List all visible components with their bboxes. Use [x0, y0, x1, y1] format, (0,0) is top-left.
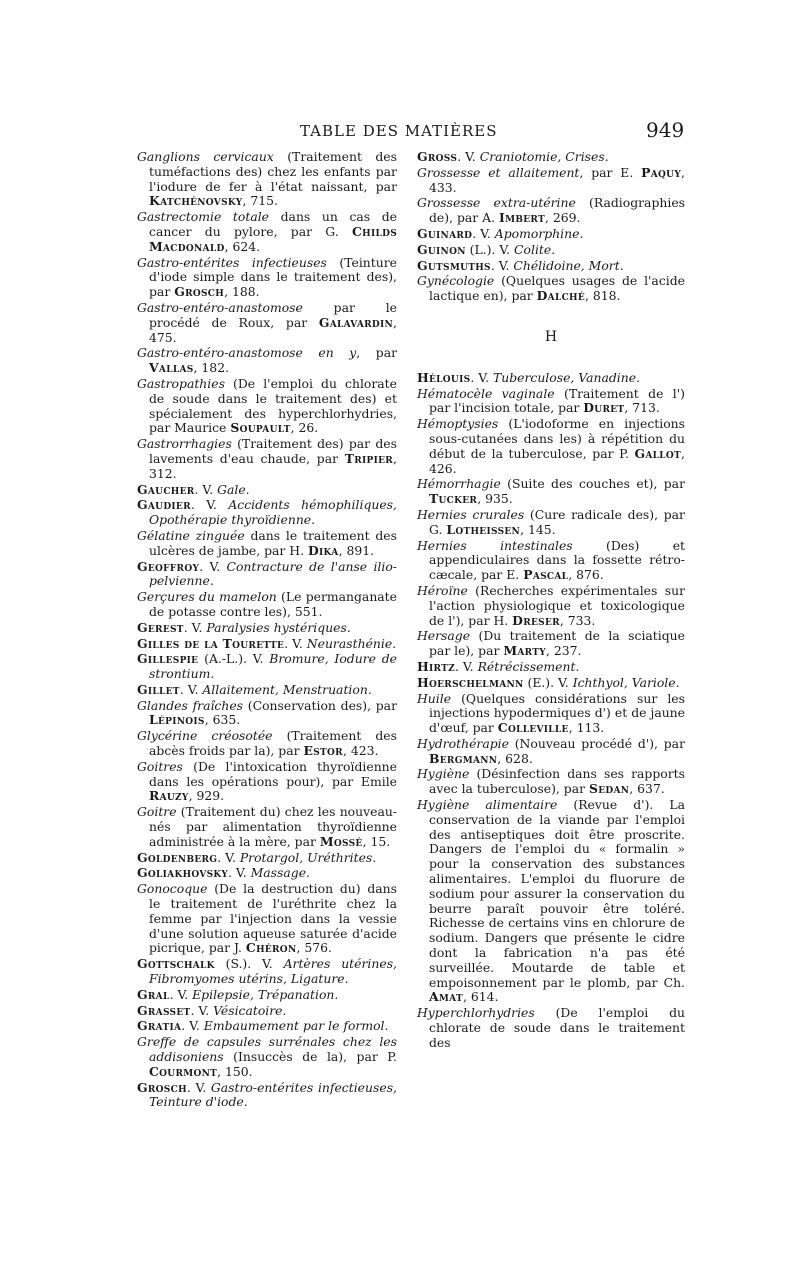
entry-author: Paquy: [641, 164, 682, 180]
entry-text: (S.). V.: [214, 956, 284, 972]
entry-term: Gastrorrhagies: [137, 436, 232, 452]
entry-term: Craniotomie, Crises: [479, 149, 605, 164]
entry-term: Gerçures du mamelon: [137, 589, 277, 605]
entry-term: Rétrécissement: [477, 658, 576, 674]
index-entry: [417, 166, 685, 196]
index-entry: [137, 256, 397, 300]
entry-text: , 929.: [188, 788, 225, 804]
entry-text: .: [575, 658, 580, 674]
entry-text: (Suite des couches et), par: [500, 476, 685, 492]
entry-text: .: [392, 635, 397, 651]
entry-text: . V.: [455, 658, 478, 674]
left-column: [137, 150, 397, 1111]
entry-term: Artères utérines, Fibromyomes utérins, Ligature: [149, 956, 397, 987]
entry-author: Sedan: [588, 781, 630, 797]
entry-text: (L'iodoforme en injections sous-cutanées dans les) à répétition du début de la tuberculose, par P.: [429, 416, 685, 461]
entry-text: (L.). V.: [465, 241, 515, 257]
entry-author: Hirtz: [417, 658, 456, 674]
entry-term: Hygiène alimentaire: [417, 797, 558, 813]
entry-author: Courmont: [149, 1063, 218, 1079]
entry-term: Paralysies hystériques: [206, 619, 347, 635]
entry-term: Gale: [217, 481, 246, 497]
entry-text: , 182.: [193, 360, 230, 376]
entry-author: Dreser: [512, 612, 560, 628]
entry-text: , 715.: [242, 193, 278, 209]
entry-text: .: [210, 666, 215, 682]
entry-term: Hémoptysies: [417, 416, 499, 432]
entry-term: Hématocèle vaginale: [417, 385, 555, 401]
index-entry: [137, 210, 397, 254]
index-entry: [417, 150, 685, 165]
entry-text: , 433.: [429, 164, 685, 195]
entry-term: Epilepsie, Trépanation: [192, 986, 335, 1002]
entry-text: .: [384, 1018, 389, 1034]
entry-text: , 426.: [429, 445, 685, 476]
entry-term: Gastro-entéro-anastomose: [137, 299, 303, 315]
entry-text: .: [344, 971, 349, 987]
entry-author: Soupault: [230, 420, 291, 436]
entry-author: Lotheissen: [446, 521, 521, 537]
entry-term: Greffe de capsules surrénales chez les addisoniens: [137, 1034, 397, 1065]
index-entry: [417, 477, 685, 507]
entry-text: .: [245, 481, 250, 497]
index-entry: [417, 227, 685, 242]
entry-text: , 576.: [296, 940, 332, 956]
entry-text: . V.: [190, 1002, 214, 1018]
entry-text: , 237.: [546, 643, 582, 659]
entry-author: Katchénovsky: [149, 193, 243, 209]
entry-text: (E.). V.: [523, 674, 573, 690]
entry-text: . V.: [228, 865, 251, 881]
entry-text: . V.: [186, 1079, 211, 1095]
index-entry: [417, 539, 685, 583]
entry-text: . V.: [490, 257, 514, 273]
entry-author: Galavardin: [318, 314, 394, 330]
entry-author: Gallot: [634, 445, 682, 461]
entry-author: Dalché: [536, 288, 586, 304]
entry-author: Gottschalk: [137, 956, 215, 972]
entry-text: , 15.: [362, 833, 391, 849]
index-entry: [137, 988, 397, 1003]
section-letter: H: [544, 328, 558, 345]
index-entry: [137, 729, 397, 759]
entry-text: , 113.: [568, 720, 605, 736]
entry-term: Hernies crurales: [417, 506, 525, 522]
index-entry: [137, 805, 397, 849]
entry-text: , 312.: [149, 450, 397, 481]
index-entry: [137, 498, 397, 528]
index-entry: [417, 274, 685, 304]
index-entry: [137, 683, 397, 698]
entry-text: , 26.: [290, 420, 319, 436]
entry-text: .: [311, 512, 316, 528]
entry-author: Gutsmuths: [417, 257, 491, 273]
entry-text: .: [372, 849, 377, 865]
entry-term: Goitre: [137, 804, 177, 820]
entry-text: (Recherches expérimentales sur l'action physiologique et toxicologique de l'), par H.: [429, 582, 685, 628]
entry-text: . V.: [183, 619, 207, 635]
entry-author: Estor: [303, 743, 343, 759]
entry-text: , 935.: [477, 491, 513, 507]
index-entry: [417, 243, 685, 258]
entry-term: Colite: [514, 241, 552, 257]
entry-term: Gastro-entérites infectieuses: [137, 254, 327, 270]
entry-author: Gilles de la Tourette: [137, 635, 285, 651]
index-entry: [417, 660, 685, 675]
page-number: 949: [646, 118, 685, 142]
entry-author: Marty: [503, 643, 547, 659]
index-entry: [137, 529, 397, 559]
entry-text: (Traitement des tuméfactions des) chez les enfants par l'iodure de fer à l'état naissant, par: [149, 149, 397, 194]
entry-term: Vésicatoire: [213, 1002, 283, 1018]
entry-text: (Quelques usages de l'acide lactique en), par: [429, 273, 685, 304]
entry-text: , par: [356, 345, 397, 361]
index-entry: [137, 1035, 397, 1079]
entry-term: Huile: [417, 690, 452, 706]
entry-text: , 475.: [149, 314, 397, 345]
entry-term: Gélatine zinguée: [137, 527, 245, 543]
entry-text: (Teinture d'iode simple dans le traitement des), par: [149, 254, 397, 300]
entry-text: (Traitement du) chez les nouveau-nés par alimentation thyroïdienne administrée à la mère, par: [149, 804, 397, 849]
entry-text: (Des) et appendiculaires dans la fossette rétro-cæcale, par E.: [429, 537, 686, 583]
index-entry: [417, 417, 685, 476]
entry-text: .: [306, 865, 310, 881]
index-entry: [417, 676, 685, 691]
entry-text: . V.: [472, 225, 495, 241]
index-entry: [137, 652, 397, 682]
entry-term: Neurasthénie: [306, 635, 393, 651]
entry-author: Goldenberg: [137, 849, 218, 865]
entry-term: Massage: [250, 865, 307, 881]
entry-term: Héroïne: [417, 582, 468, 598]
entry-text: , 891.: [338, 542, 375, 558]
index-entry: [417, 371, 685, 386]
entry-term: Hydrothérapie: [417, 735, 509, 751]
index-entry: [137, 150, 397, 209]
index-entry: [137, 621, 397, 636]
index-entry: [417, 387, 685, 417]
entry-term: Glandes fraîches: [137, 697, 244, 713]
right-column: [417, 150, 685, 1052]
index-entry: [137, 637, 397, 652]
index-entry: [137, 346, 397, 376]
entry-text: (De l'emploi du chlorate de soude dans le traitement des: [429, 1005, 685, 1050]
entry-text: .: [636, 369, 641, 385]
entry-term: Gastropathies: [137, 375, 225, 391]
index-entry: [137, 882, 397, 956]
index-entry: [137, 760, 397, 804]
entry-text: dans un cas de cancer du pylore, par G.: [149, 209, 398, 239]
entry-term: Gastro-entéro-anastomose en y: [137, 345, 357, 361]
entry-term: Grossesse et allaitement: [417, 164, 580, 180]
index-entry: [417, 1006, 685, 1050]
entry-text: . V.: [284, 635, 307, 651]
entry-text: , 713.: [624, 400, 660, 416]
entry-text: (Cure radicale des), par G.: [429, 506, 685, 537]
entry-text: .: [282, 1002, 287, 1018]
entry-text: , 635.: [204, 712, 241, 728]
index-entry: [137, 560, 397, 590]
entry-term: Tuberculose, Vanadine: [492, 369, 637, 385]
entry-term: Goitres: [137, 758, 183, 774]
entry-term: Gynécologie: [417, 273, 495, 289]
entry-text: . V.: [190, 497, 229, 513]
entry-text: . V.: [181, 1018, 204, 1034]
entry-text: (Traitement des) par des lavements d'eau chaude, par: [149, 436, 397, 466]
entry-term: Hémorrhagie: [417, 476, 501, 492]
entry-text: , 876.: [568, 567, 604, 583]
entry-text: (De la destruction du) dans le traitement de l'uréthrite chez la femme par l'injection dans la vessie d'une solution aqueuse saturée d'acide picrique, par J.: [149, 881, 397, 956]
entry-term: Protargol, Uréthrites: [239, 849, 373, 865]
entry-author: Gral: [137, 986, 170, 1002]
entry-text: . V.: [169, 986, 193, 1002]
entry-author: Guinard: [417, 225, 473, 241]
index-entry: [417, 259, 685, 274]
entry-author: Amat: [429, 989, 463, 1005]
entry-term: Hygiène: [417, 766, 470, 782]
entries-h: [417, 371, 685, 1051]
entry-author: Rauzy: [149, 788, 189, 804]
entry-text: (Conservation des), par: [243, 697, 397, 713]
entry-text: dans le traitement des ulcères de jambe, par H.: [149, 527, 397, 558]
entry-text: (Nouveau procédé d'), par: [508, 735, 685, 751]
entry-text: .: [334, 986, 339, 1002]
entry-author: Gratia: [137, 1018, 182, 1034]
index-entry: [137, 437, 397, 481]
entries-g-continued: [417, 150, 685, 304]
entry-term: Contracture de l'anse ilio-pelvienne: [149, 558, 397, 589]
entry-text: .: [346, 619, 351, 635]
entry-author: Childs Macdonald: [149, 223, 397, 254]
entry-author: Lépinois: [149, 712, 205, 728]
entry-text: .: [367, 681, 372, 697]
entry-term: Ganglions cervicaux: [137, 149, 274, 164]
entry-text: .: [209, 573, 214, 589]
entry-text: .: [675, 674, 680, 690]
entry-text: . V.: [457, 149, 480, 164]
entry-text: . V.: [199, 558, 227, 574]
entry-author: Colleville: [497, 720, 569, 736]
entry-author: Gaudier: [137, 497, 191, 513]
entry-text: (Revue d'). La conservation de la viande par l'emploi des antiseptiques doit être proscrite. Dangers de l'emploi du « formalin » pour la conservation des substances alimentaires. L'emploi du fluorure de sodium pour assurer la conservation du beurre paraît pouvoir être toléré. Richesse de certains vins en chlorure de sodium. Dangers que présente le cidre dont la fabrication n'a pas été surveillée. Moutarde de table et empoisonnement par le plomb, par Ch.: [429, 797, 685, 990]
entry-text: (Traitement des abcès froids par la), par: [149, 728, 397, 759]
page-header: [0, 116, 800, 146]
index-entry: [137, 483, 397, 498]
entry-text: , 188.: [224, 284, 260, 300]
entry-text: . V.: [217, 849, 240, 865]
index-entry: [137, 377, 397, 436]
entry-author: Grasset: [137, 1002, 191, 1018]
entry-term: Allaitement, Menstruation: [202, 681, 368, 697]
entry-author: Geoffroy: [137, 558, 200, 574]
entry-author: Imbert: [498, 210, 546, 226]
entry-author: Goliakhovsky: [137, 865, 229, 881]
entry-text: .: [551, 241, 556, 257]
entry-text: (De l'intoxication thyroïdienne dans les opérations pour), par Emile: [149, 758, 397, 789]
entry-term: Gastrectomie totale: [137, 209, 270, 225]
entry-author: Tripier: [344, 450, 394, 466]
entry-text: , 269.: [545, 210, 581, 226]
entry-text: , 733.: [559, 612, 596, 628]
entry-author: Chéron: [245, 940, 297, 956]
entry-term: Embaumement par le formol: [203, 1018, 385, 1034]
entry-author: Guinon: [417, 241, 466, 257]
index-entry: [137, 699, 397, 729]
entry-text: , par E.: [579, 164, 642, 180]
entry-author: Gillespie: [137, 651, 199, 667]
entry-text: , 614.: [462, 989, 499, 1005]
index-entry: [137, 590, 397, 620]
entry-term: Hernies intestinales: [417, 537, 573, 553]
entry-text: (Radiographies de), par A.: [429, 195, 686, 226]
index-entry: [417, 629, 685, 659]
entry-text: (Le permanganate de potasse contre les), 551.: [149, 589, 397, 619]
entry-author: Mossé: [319, 833, 363, 849]
entry-text: , 818.: [585, 288, 621, 304]
entry-text: (De l'emploi du chlorate de soude dans le traitement des) et spécialement des hyperchlorhydries, par Maurice: [149, 375, 397, 436]
entry-author: Duret: [583, 400, 625, 416]
entry-author: Grosch: [137, 1079, 187, 1095]
entry-text: .: [579, 225, 584, 241]
entry-text: .: [604, 149, 609, 164]
entry-term: Hyperchlorhydries: [417, 1005, 535, 1021]
index-entry: [417, 767, 685, 797]
entry-author: Gillet: [137, 681, 180, 697]
entry-term: Ichthyol, Variole: [572, 674, 676, 690]
entry-term: Bromure, Iodure de strontium: [149, 651, 397, 682]
entry-author: Tucker: [429, 491, 478, 507]
entry-text: . V.: [179, 681, 203, 697]
entry-text: , 624.: [224, 238, 261, 254]
index-entry: [417, 584, 685, 628]
entry-author: Dika: [307, 542, 339, 558]
running-title: TABLE DES MATIÈRES: [300, 122, 498, 140]
entry-term: Glycérine créosotée: [137, 728, 273, 744]
index-entry: [137, 851, 397, 866]
index-entry: [137, 301, 397, 345]
index-entry: [417, 196, 685, 226]
entry-text: .: [243, 1094, 248, 1110]
entry-author: Gross: [417, 149, 458, 164]
index-entry: [137, 957, 397, 987]
entry-term: Apomorphine: [494, 225, 580, 241]
index-entry: [417, 692, 685, 736]
index-entry: [417, 508, 685, 538]
entry-text: (Insuccès de la), par P.: [223, 1049, 397, 1065]
entry-author: Pascal: [523, 567, 569, 583]
index-entry: [137, 1019, 397, 1034]
entry-author: Grosch: [174, 284, 225, 300]
entry-text: , 628.: [497, 750, 533, 766]
entry-term: Gastro-entérites infectieuses, Teinture d'iode: [149, 1079, 397, 1110]
entry-text: , 423.: [342, 743, 379, 759]
index-entry: [137, 1004, 397, 1019]
entry-text: .: [619, 257, 624, 273]
entry-text: par le procédé de Roux, par: [149, 299, 397, 330]
entry-author: Gaucher: [137, 481, 195, 497]
entry-author: Gerest: [137, 619, 184, 635]
entry-text: (Désinfection dans ses rapports avec la tuberculose), par: [429, 766, 685, 797]
index-entry: [417, 737, 685, 767]
entry-text: . V.: [194, 481, 218, 497]
entry-text: . V.: [470, 369, 493, 385]
entry-term: Hersage: [417, 628, 471, 644]
entry-term: Accidents hémophiliques, Opothérapie thyroïdienne: [149, 497, 397, 528]
entry-author: Hoerschelmann: [417, 674, 524, 690]
entry-text: , 637.: [629, 781, 665, 797]
entry-author: Hélouis: [417, 369, 471, 385]
entry-text: (Quelques considérations sur les injections hypodermiques d') et de jaune d'œuf, par: [429, 690, 685, 736]
entry-author: Bergmann: [429, 750, 498, 766]
entry-text: , 145.: [520, 521, 556, 537]
entry-text: (A.-L.). V.: [198, 651, 270, 667]
entry-author: Vallas: [149, 360, 194, 376]
entry-text: (Traitement de l') par l'incision totale, par: [429, 385, 685, 416]
index-entry: [417, 798, 685, 1005]
index-entry: [137, 1081, 397, 1111]
entry-term: Gonocoque: [137, 881, 208, 897]
entry-text: (Du traitement de la sciatique par le), par: [429, 628, 685, 659]
entry-term: Chélidoine, Mort: [513, 257, 620, 273]
index-entry: [137, 866, 397, 881]
entry-term: Grossesse extra-utérine: [417, 195, 576, 211]
entry-text: , 150.: [217, 1063, 253, 1079]
